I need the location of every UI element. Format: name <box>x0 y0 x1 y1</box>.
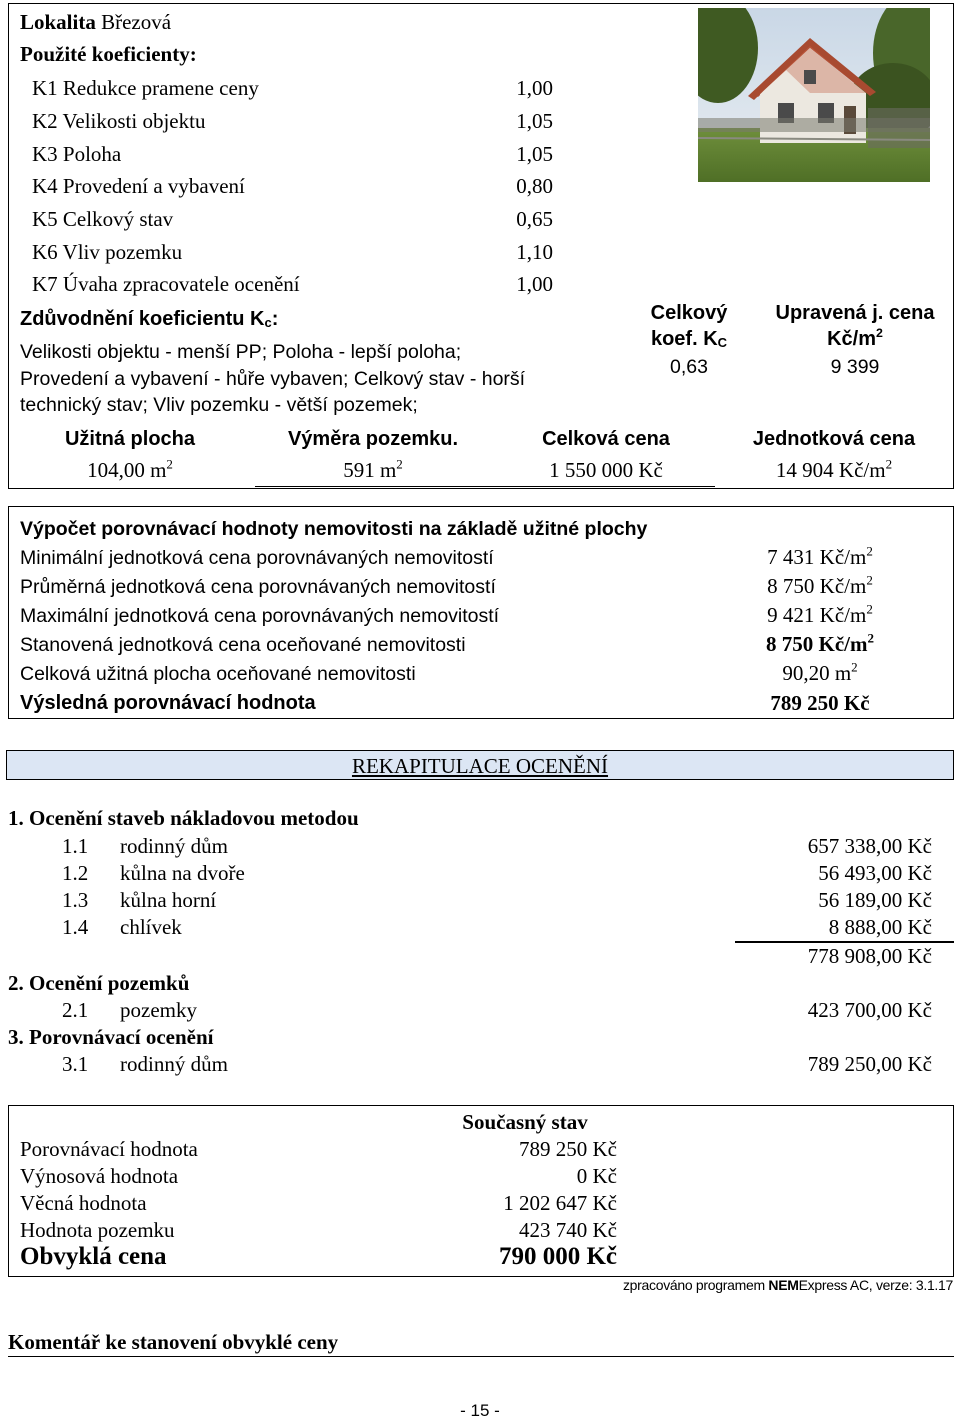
summary-jednotkova-sup: 2 <box>885 456 893 472</box>
vypocet-row-value-text: 90,20 m <box>782 661 852 685</box>
section-1-total-line <box>735 941 954 943</box>
coefficient-value: 1,10 <box>516 240 553 264</box>
item-label: pozemky <box>120 998 197 1022</box>
summary-celkova-value <box>496 458 716 483</box>
section-1-total: 778 908,00 Kč <box>807 944 932 968</box>
program-credit-prefix: zpracováno programem <box>622 1277 769 1293</box>
vypocet-row-label: Minimální jednotková cena porovnávaných nemovitostí <box>20 547 494 569</box>
summary-vymera-value <box>268 458 478 483</box>
vypocet-row-value-sup: 2 <box>866 543 873 559</box>
item-number: 1.4 <box>62 915 89 939</box>
summary-header-jednotkova: Jednotková cena <box>752 428 916 450</box>
obvykla-cena-value: 790 000 Kč <box>498 1243 617 1270</box>
vypocet-result-value: 789 250 Kč <box>770 691 870 715</box>
section-2-title: 2. Ocenění pozemků <box>8 971 190 995</box>
item-value: 56 493,00 Kč <box>818 861 932 885</box>
upravena-cena-header-text: Kč/m <box>827 328 876 350</box>
upravena-cena-value: 9 399 <box>830 356 880 378</box>
summary-vymera-text: 591 m <box>343 458 397 482</box>
celkovy-koef-header-sub: C <box>717 334 728 350</box>
house-illustration <box>698 8 930 182</box>
celkovy-koef-value: 0,63 <box>670 356 708 378</box>
vypocet-row-value <box>730 545 910 570</box>
summary-uzitna-value <box>30 458 230 483</box>
soucasny-row-value: 423 740 Kč <box>519 1218 617 1242</box>
soucasny-row-value: 789 250 Kč <box>519 1137 617 1161</box>
program-credit-rest: Express AC, verze: 3.1.17 <box>798 1277 953 1293</box>
coefficient-label: K1 Redukce pramene ceny <box>32 76 259 100</box>
summary-header-vymera: Výměra pozemku. <box>287 428 459 450</box>
item-number: 1.2 <box>62 861 89 885</box>
vypocet-row-value <box>730 661 910 686</box>
soucasny-row-label: Výnosová hodnota <box>20 1164 179 1188</box>
vypocet-row-value-text: 8 750 Kč/m <box>766 632 868 656</box>
coefficient-label: K6 Vliv pozemku <box>32 240 183 264</box>
coefficient-value: 1,05 <box>516 142 553 166</box>
summary-vymera-sup: 2 <box>396 456 403 472</box>
item-label: kůlna horní <box>120 888 217 912</box>
summary-jednotkova-text: 14 904 Kč/m <box>775 458 886 482</box>
vypocet-row-value <box>730 574 910 599</box>
summary-celkova-text: 1 550 000 Kč <box>549 458 663 482</box>
vypocet-row-value-sup: 2 <box>866 572 873 588</box>
koef-title: Použité koeficienty: <box>20 42 197 66</box>
vypocet-row-value-sup: 2 <box>851 659 858 675</box>
summary-header-celkova: Celková cena <box>542 428 670 450</box>
soucasny-row-label: Věcná hodnota <box>20 1191 147 1215</box>
item-number: 1.3 <box>62 888 89 912</box>
coefficient-value: 0,80 <box>516 174 553 198</box>
zduvodneni-line: technický stav; Vliv pozemku - větší pozemek; <box>20 394 418 416</box>
zduvodneni-line: Provedení a vybavení - hůře vybaven; Celkový stav - horší <box>20 368 526 390</box>
soucasny-row-value: 1 202 647 Kč <box>503 1191 617 1215</box>
komentar-title: Komentář ke stanovení obvyklé ceny <box>8 1330 339 1354</box>
vypocet-row-value <box>730 632 910 657</box>
summary-uzitna-text: 104,00 m <box>87 458 167 482</box>
program-credit-brand: NEM <box>768 1277 799 1293</box>
vypocet-row-value-sup: 2 <box>867 630 874 646</box>
vypocet-row-value-sup: 2 <box>866 601 873 617</box>
lokalita-line <box>20 10 171 35</box>
zduvodneni-title-sub: c <box>264 314 272 330</box>
summary-jednotkova-value <box>718 458 950 483</box>
zduvodneni-line: Velikosti objektu - menší PP; Poloha - lepší poloha; <box>20 341 462 363</box>
summary-underline <box>255 486 715 487</box>
coefficient-label: K2 Velikosti objektu <box>32 109 206 133</box>
vypocet-row-value-text: 8 750 Kč/m <box>767 574 867 598</box>
page-number: - 15 - <box>460 1401 500 1420</box>
lokalita-label: Lokalita <box>20 10 96 34</box>
vypocet-result-label: Výsledná porovnávací hodnota <box>20 692 316 714</box>
celkovy-koef-header-text: koef. K <box>650 328 718 350</box>
item-number: 2.1 <box>62 998 89 1022</box>
zduvodneni-title-text: Zdůvodnění koeficientu K <box>20 308 265 330</box>
item-label: chlívek <box>120 915 182 939</box>
celkovy-koef-header: Celkový <box>650 302 728 324</box>
upravena-cena-header-2 <box>762 325 948 351</box>
soucasny-stav-header: Současný stav <box>462 1110 588 1134</box>
vypocet-row-label: Průměrná jednotková cena porovnávaných nemovitostí <box>20 576 496 598</box>
soucasny-row-value: 0 Kč <box>576 1164 617 1188</box>
coefficient-value: 1,00 <box>516 76 553 100</box>
section-1-title: 1. Ocenění staveb nákladovou metodou <box>8 806 359 830</box>
upravena-cena-header: Upravená j. cena <box>775 302 935 324</box>
coefficient-label: K7 Úvaha zpracovatele ocenění <box>32 272 300 296</box>
coefficient-value: 0,65 <box>516 207 553 231</box>
soucasny-row-label: Porovnávací hodnota <box>20 1137 198 1161</box>
vypocet-row-label: Maximální jednotková cena porovnávaných nemovitostí <box>20 605 500 627</box>
vypocet-row-value-text: 7 431 Kč/m <box>767 545 867 569</box>
item-label: rodinný dům <box>120 1052 228 1076</box>
celkovy-koef-header-2 <box>630 328 748 351</box>
obvykla-cena-label: Obvyklá cena <box>20 1243 167 1270</box>
vypocet-row-label: Stanovená jednotková cena oceňované nemovitosti <box>20 634 466 656</box>
item-value: 56 189,00 Kč <box>818 888 932 912</box>
lokalita-value: Březová <box>101 10 172 34</box>
zduvodneni-title <box>20 308 278 331</box>
house-photo <box>698 8 930 182</box>
summary-header-uzitna: Užitná plocha <box>64 428 195 450</box>
item-value: 8 888,00 Kč <box>828 915 932 939</box>
rekapitulace-title: REKAPITULACE OCENĚNÍ <box>351 754 609 778</box>
summary-uzitna-sup: 2 <box>166 456 173 472</box>
item-label: rodinný dům <box>120 834 228 858</box>
item-number: 3.1 <box>62 1052 89 1076</box>
vypocet-title: Výpočet porovnávací hodnoty nemovitosti na základě užitné plochy <box>20 518 648 540</box>
soucasny-row-label: Hodnota pozemku <box>20 1218 175 1242</box>
coefficient-label: K4 Provedení a vybavení <box>32 174 245 198</box>
upravena-cena-header-sup: 2 <box>876 325 883 340</box>
section-3-title: 3. Porovnávací ocenění <box>8 1025 214 1049</box>
item-value: 423 700,00 Kč <box>807 998 932 1022</box>
coefficient-value: 1,05 <box>516 109 553 133</box>
komentar-line <box>8 1356 954 1357</box>
zduvodneni-title-suffix: : <box>271 308 279 330</box>
item-value: 789 250,00 Kč <box>807 1052 932 1076</box>
coefficient-label: K3 Poloha <box>32 142 122 166</box>
vypocet-row-label: Celková užitná plocha oceňované nemovitosti <box>20 663 416 685</box>
item-label: kůlna na dvoře <box>120 861 245 885</box>
program-credit <box>560 1277 953 1293</box>
item-number: 1.1 <box>62 834 89 858</box>
item-value: 657 338,00 Kč <box>807 834 932 858</box>
coefficient-label: K5 Celkový stav <box>32 207 174 231</box>
coefficient-value: 1,00 <box>516 272 553 296</box>
vypocet-row-value-text: 9 421 Kč/m <box>767 603 867 627</box>
vypocet-row-value <box>730 603 910 628</box>
